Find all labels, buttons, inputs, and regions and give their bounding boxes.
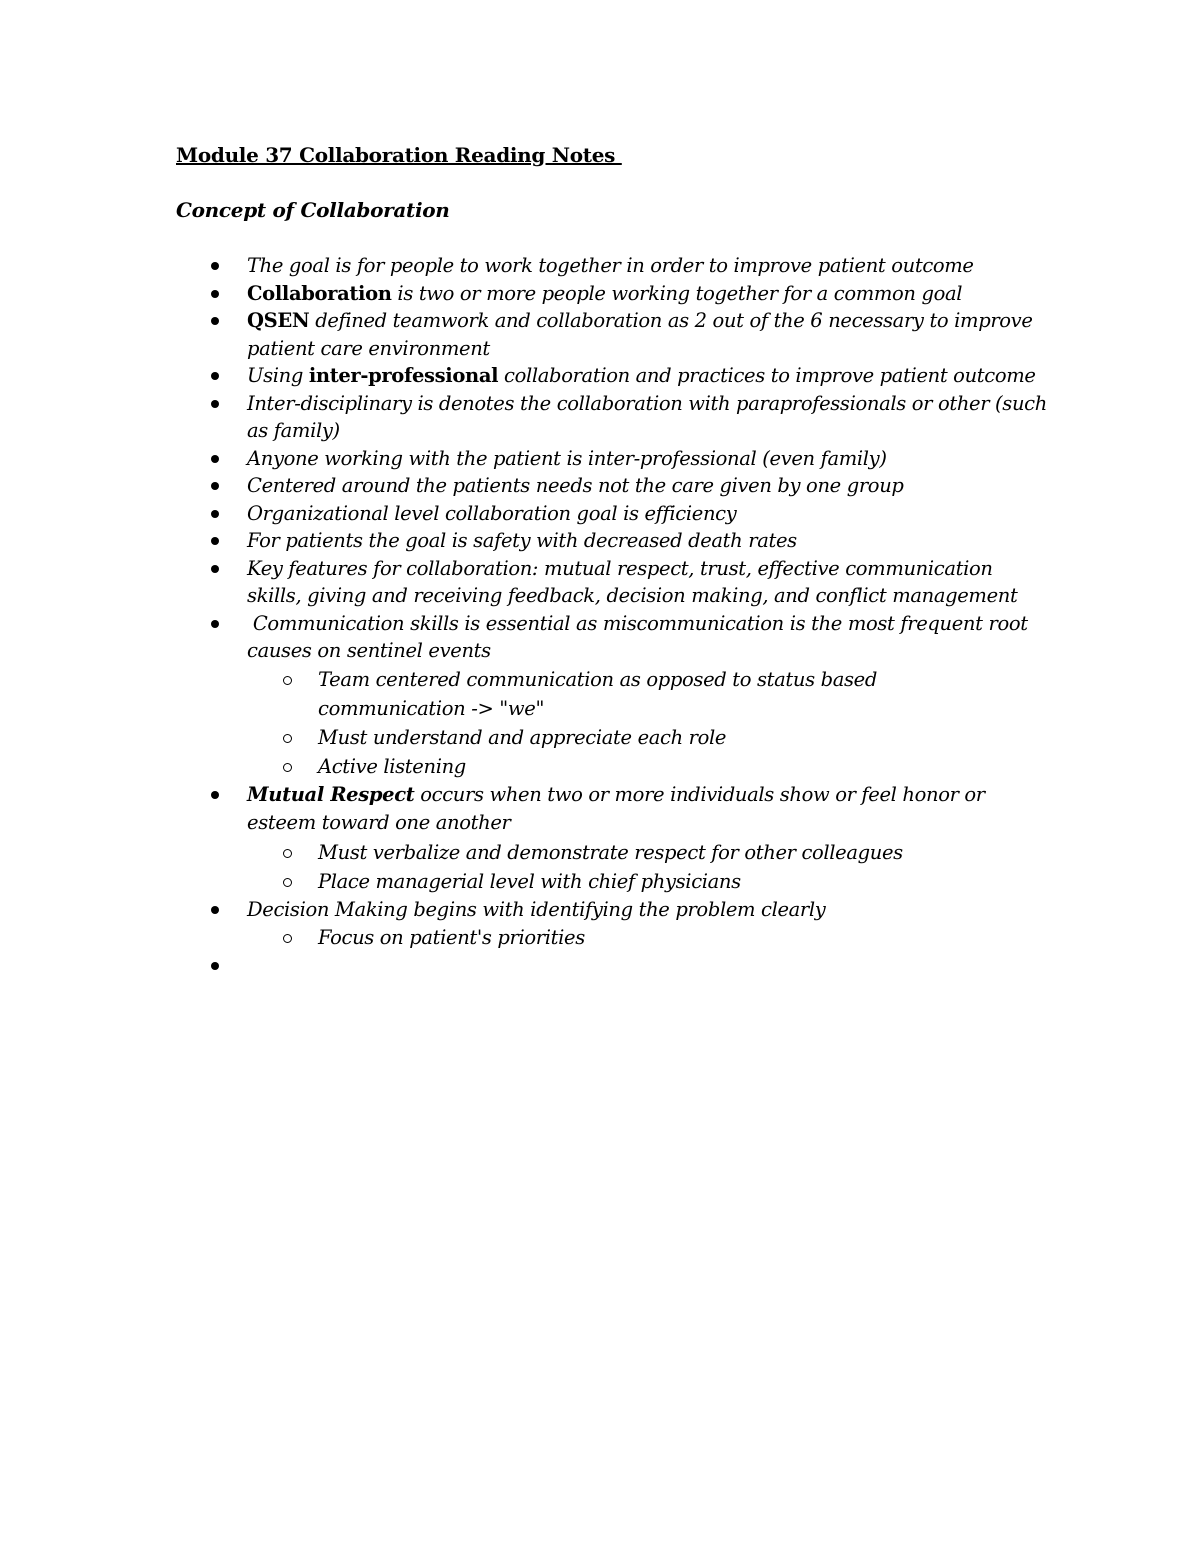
section-heading: Concept of Collaboration — [176, 198, 450, 222]
sub-list-item — [0, 752, 1200, 781]
list-item-text — [247, 952, 1047, 980]
list-item-text: QSEN defined teamwork and collaboration as 2 out of the 6 necessary to improve patient care environment — [247, 309, 1033, 360]
circle-bullet-icon — [283, 734, 292, 743]
list-item — [0, 610, 1200, 665]
sub-list-item-text: Team centered communication as opposed to status based communication -> "we" — [318, 667, 877, 720]
bullet-icon — [211, 317, 219, 325]
list-item-text: Decision Making begins with identifying the problem clearly — [247, 897, 826, 921]
list-item — [0, 781, 1200, 838]
circle-bullet-icon — [283, 878, 292, 887]
bullet-icon — [211, 791, 219, 799]
sub-list-item — [0, 838, 1200, 867]
bullet-icon — [211, 620, 219, 628]
bullet-icon — [211, 565, 219, 573]
list-item-text: Communication skills is essential as miscommunication is the most frequent root causes on sentinel events — [247, 611, 1034, 662]
list-item-text: Key features for collaboration: mutual respect, trust, effective communication skills, giving and receiving feedback, decision making, and conflict management — [247, 556, 1018, 607]
bullet-icon — [211, 537, 219, 545]
circle-bullet-icon — [283, 676, 292, 685]
bullet-icon — [211, 372, 219, 380]
bullet-icon — [211, 906, 219, 914]
list-item — [0, 472, 1200, 500]
list-item — [0, 527, 1200, 555]
list-item-text: Mutual Respect occurs when two or more individuals show or feel honor or esteem toward one another — [247, 782, 985, 834]
sub-list-item-text: Must understand and appreciate each role — [318, 725, 727, 749]
list-item-text: Organizational level collaboration goal is efficiency — [247, 501, 737, 525]
bullet-icon — [211, 455, 219, 463]
list-item-text: Collaboration is two or more people working together for a common goal — [247, 281, 963, 305]
sub-list-item-text: Focus on patient's priorities — [318, 926, 585, 949]
bullet-icon — [211, 290, 219, 298]
list-item — [0, 896, 1200, 924]
list-item — [0, 280, 1200, 308]
list-item — [0, 555, 1200, 610]
list-item — [0, 307, 1200, 362]
sub-list-item — [0, 665, 1200, 723]
list-item-text: For patients the goal is safety with decreased death rates — [247, 529, 797, 552]
bullet-icon — [211, 400, 219, 408]
bullet-icon — [211, 262, 219, 270]
list-item — [0, 362, 1200, 390]
list-item — [0, 445, 1200, 473]
bullet-icon — [211, 962, 219, 970]
sub-list-item — [0, 723, 1200, 752]
list-item-text: Centered around the patients needs not the care given by one group — [247, 474, 904, 497]
sub-list-item — [0, 923, 1200, 952]
bullet-icon — [211, 510, 219, 518]
bullet-list — [0, 252, 1200, 980]
list-item — [0, 252, 1200, 280]
sub-list-item-text: Active listening — [318, 754, 466, 778]
document-title: Module 37 Collaboration Reading Notes — [176, 143, 622, 167]
list-item — [0, 500, 1200, 528]
sub-list-item-text: Must verbalize and demonstrate respect for other colleagues — [318, 840, 903, 864]
list-item-empty — [0, 952, 1200, 980]
circle-bullet-icon — [283, 849, 292, 858]
sub-list-item — [0, 867, 1200, 896]
list-item-text: Anyone working with the patient is inter-professional (even family) — [247, 446, 887, 470]
sub-list-item-text: Place managerial level with chief physicians — [318, 869, 741, 893]
list-item-text: Using inter-professional collaboration and practices to improve patient outcome — [247, 364, 1036, 387]
circle-bullet-icon — [283, 934, 292, 943]
circle-bullet-icon — [283, 763, 292, 772]
bullet-icon — [211, 482, 219, 490]
list-item — [0, 390, 1200, 445]
list-item-text: The goal is for people to work together in order to improve patient outcome — [247, 254, 974, 277]
list-item-text: Inter-disciplinary is denotes the collaboration with paraprofessionals or other (such as family) — [247, 391, 1047, 442]
